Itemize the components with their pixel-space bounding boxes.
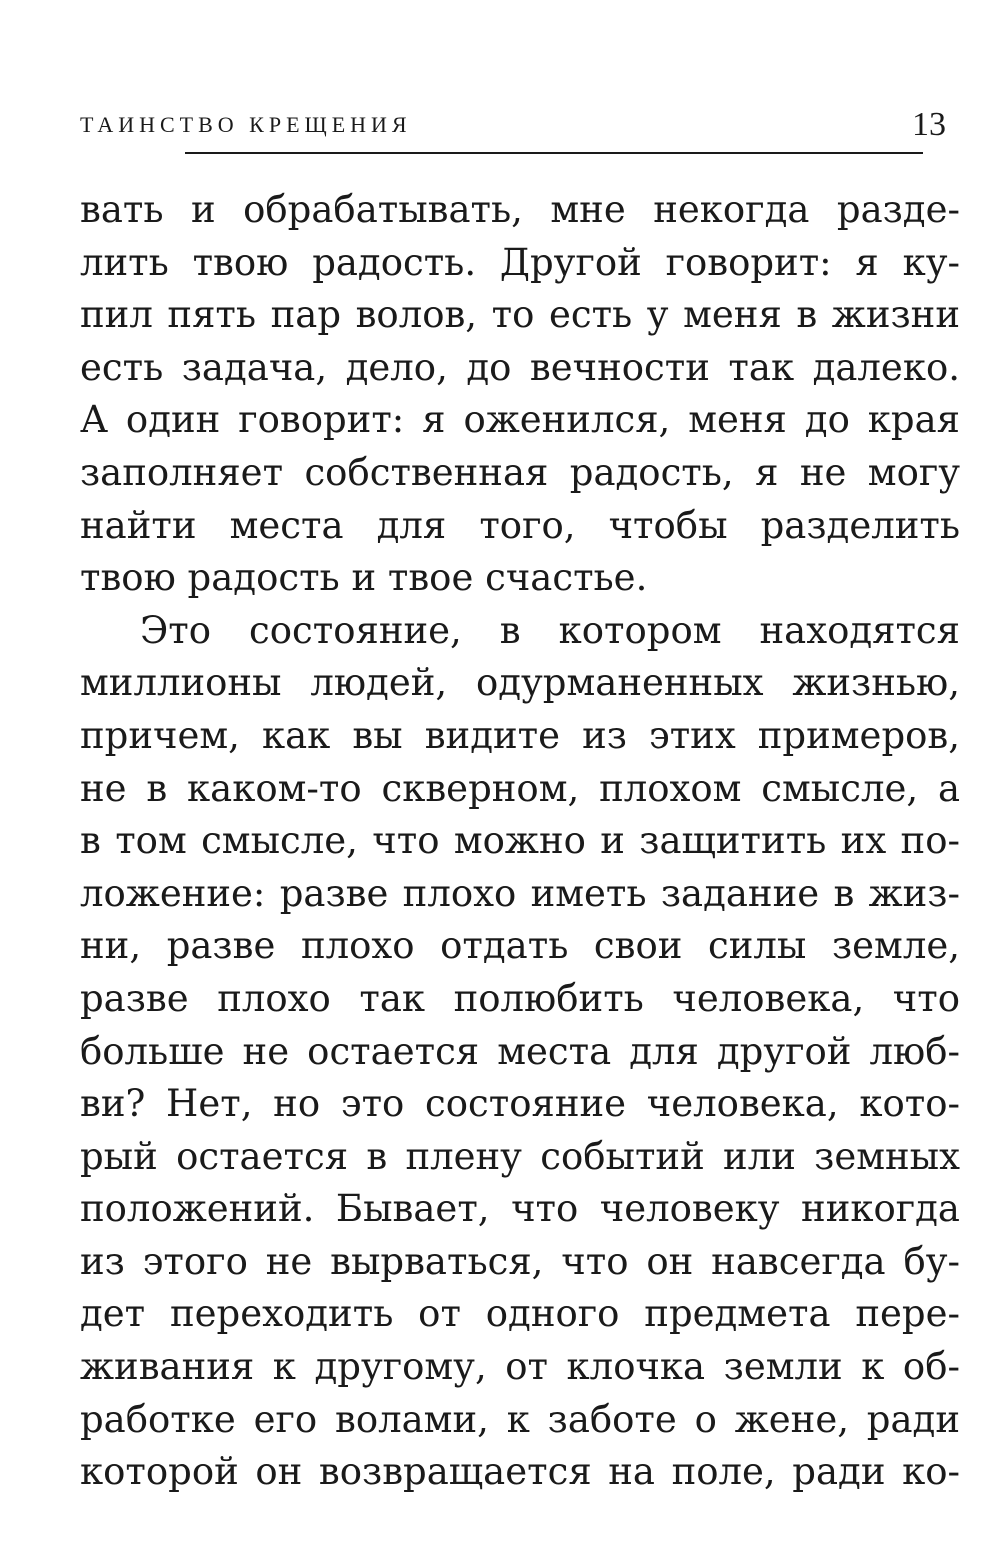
text-line: ни, разве плохо отдать свои силы земле, xyxy=(80,924,960,968)
body-text xyxy=(80,184,960,1499)
text-line: больше не остается места для другой люб- xyxy=(80,1029,960,1073)
paragraph-first-line: Это состояние, в котором находятся xyxy=(140,608,960,652)
text-line: ложение: разве плохо иметь задание в жиз- xyxy=(80,871,960,915)
text-line: миллионы людей, одурманенных жизнью, xyxy=(80,661,960,705)
running-title: ТАИНСТВО КРЕЩЕНИЯ xyxy=(80,112,412,137)
text-line: в том смысле, что можно и защитить их по- xyxy=(80,819,960,863)
text-line: живания к другому, от клочка земли к об- xyxy=(80,1345,960,1389)
page-number: 13 xyxy=(912,106,946,143)
text-line: лить твою радость. Другой говорит: я ку- xyxy=(80,240,960,284)
text-line: из этого не вырваться, что он навсегда бу- xyxy=(80,1239,960,1283)
text-line: найти места для того, чтобы разделить xyxy=(80,503,960,547)
paragraph-end-line: твою радость и твое счастье. xyxy=(80,556,648,600)
text-line: положений. Бывает, что человеку никогда xyxy=(80,1187,960,1231)
text-line: заполняет собственная радость, я не могу xyxy=(80,450,960,494)
text-line: не в каком-то скверном, плохом смысле, а xyxy=(80,766,960,810)
text-line: есть задача, дело, до вечности так далеко. xyxy=(80,345,960,389)
text-line: пил пять пар волов, то есть у меня в жизни xyxy=(80,293,960,337)
text-line: А один говорит: я оженился, меня до края xyxy=(80,398,960,442)
text-line: которой он возвращается на поле, ради ко- xyxy=(80,1450,960,1494)
text-line: разве плохо так полюбить человека, что xyxy=(80,976,960,1020)
text-line: работке его волами, к заботе о жене, ради xyxy=(80,1397,960,1441)
running-head xyxy=(80,106,960,162)
text-line: вать и обрабатывать, мне некогда разде- xyxy=(80,188,960,231)
text-line: причем, как вы видите из этих примеров, xyxy=(80,713,960,757)
text-line: ви? Нет, но это состояние человека, кото- xyxy=(80,1082,960,1126)
header-rule xyxy=(185,152,923,154)
text-line: рый остается в плену событий или земных xyxy=(80,1134,960,1178)
text-line: дет переходить от одного предмета пере- xyxy=(80,1292,960,1336)
